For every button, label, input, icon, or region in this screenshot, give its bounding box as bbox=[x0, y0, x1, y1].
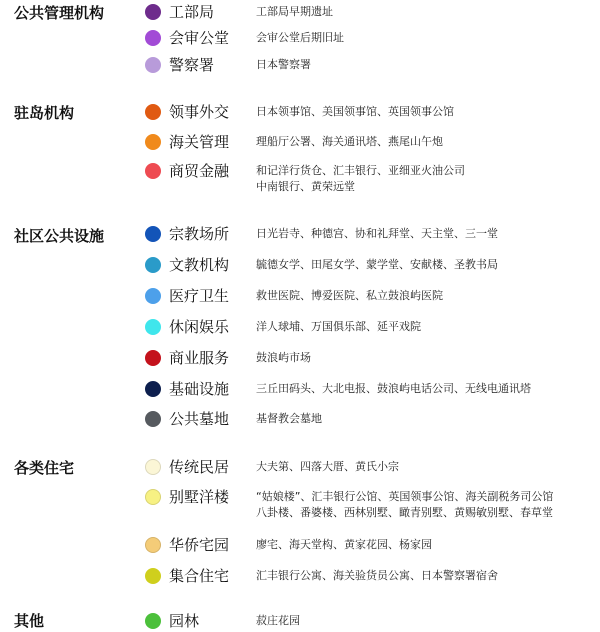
legend-item-name: 医疗卫生 bbox=[169, 287, 230, 305]
legend-item-name: 别墅洋楼 bbox=[169, 488, 230, 506]
description-line: 菽庄花园 bbox=[256, 614, 300, 627]
description-line: 三丘田码头、大北电报、鼓浪屿电话公司、无线电通讯塔 bbox=[256, 382, 531, 395]
legend-color-swatch bbox=[145, 163, 161, 179]
legend-item-description bbox=[256, 30, 344, 46]
description-line: 八卦楼、番婆楼、西林别墅、瞰青别墅、黄赐敏别墅、春草堂 bbox=[256, 506, 553, 519]
description-line: 毓德女学、田尾女学、蒙学堂、安献楼、圣教书局 bbox=[256, 258, 498, 271]
description-line: 大夫第、四落大厝、黄氏小宗 bbox=[256, 460, 399, 473]
description-line: 日本警察署 bbox=[256, 58, 311, 71]
legend-item-description bbox=[256, 381, 531, 397]
group-title: 各类住宅 bbox=[14, 459, 75, 477]
legend-item-description bbox=[256, 411, 322, 427]
legend-color-swatch bbox=[145, 104, 161, 120]
group-title: 社区公共设施 bbox=[14, 227, 105, 245]
legend-color-swatch bbox=[145, 57, 161, 73]
description-line: 日光岩寺、种德宫、协和礼拜堂、天主堂、三一堂 bbox=[256, 227, 498, 240]
legend-item-name: 休闲娱乐 bbox=[169, 318, 230, 336]
legend-color-swatch bbox=[145, 537, 161, 553]
description-line: “姑娘楼”、汇丰银行公馆、英国领事公馆、海关副税务司公馆 bbox=[256, 490, 554, 503]
description-line: 中南银行、黄荣远堂 bbox=[256, 180, 355, 193]
legend-item-description bbox=[256, 104, 454, 120]
legend-item-description bbox=[256, 4, 333, 20]
legend-item-name: 领事外交 bbox=[169, 103, 230, 121]
legend-item-name: 集合住宅 bbox=[169, 567, 230, 585]
legend-item-name: 文教机构 bbox=[169, 256, 230, 274]
legend-item-description bbox=[256, 537, 432, 553]
legend-item-name: 商业服务 bbox=[169, 349, 230, 367]
legend-item-name: 宗教场所 bbox=[169, 225, 230, 243]
legend-color-swatch bbox=[145, 568, 161, 584]
description-line: 工部局早期遗址 bbox=[256, 5, 333, 18]
legend-item-description bbox=[256, 459, 399, 475]
legend-item-description bbox=[256, 568, 498, 584]
description-line: 基督教会墓地 bbox=[256, 412, 322, 425]
description-line: 廖宅、海天堂构、黄家花园、杨家园 bbox=[256, 538, 432, 551]
legend-item-description bbox=[256, 134, 443, 150]
legend-item-name: 华侨宅园 bbox=[169, 536, 230, 554]
description-line: 鼓浪屿市场 bbox=[256, 351, 311, 364]
legend-item-description bbox=[256, 489, 553, 521]
legend-item-name: 商贸金融 bbox=[169, 162, 230, 180]
description-line: 救世医院、博爱医院、私立鼓浪屿医院 bbox=[256, 289, 443, 302]
description-line: 理船厅公署、海关通讯塔、燕尾山午炮 bbox=[256, 135, 443, 148]
legend-color-swatch bbox=[145, 257, 161, 273]
legend-item-description bbox=[256, 613, 300, 629]
legend-item-description bbox=[256, 226, 498, 242]
legend-color-swatch bbox=[145, 30, 161, 46]
legend-color-swatch bbox=[145, 288, 161, 304]
legend-color-swatch bbox=[145, 411, 161, 427]
group-title: 其他 bbox=[14, 612, 45, 630]
legend-item-description bbox=[256, 288, 443, 304]
legend-item-description bbox=[256, 350, 311, 366]
legend-item-name: 公共墓地 bbox=[169, 410, 230, 428]
legend-color-swatch bbox=[145, 4, 161, 20]
legend-item-description bbox=[256, 163, 465, 195]
legend-item-name: 警察署 bbox=[169, 56, 215, 74]
legend-color-swatch bbox=[145, 459, 161, 475]
legend-item-name: 海关管理 bbox=[169, 133, 230, 151]
description-line: 会审公堂后期旧址 bbox=[256, 31, 344, 44]
legend-item-name: 基础设施 bbox=[169, 380, 230, 398]
legend-item-description bbox=[256, 319, 421, 335]
legend-color-swatch bbox=[145, 489, 161, 505]
legend-color-swatch bbox=[145, 226, 161, 242]
description-line: 洋人球埔、万国俱乐部、延平戏院 bbox=[256, 320, 421, 333]
group-title: 驻岛机构 bbox=[14, 104, 75, 122]
legend-item-name: 园林 bbox=[169, 612, 200, 630]
description-line: 和记洋行货仓、汇丰银行、亚细亚火油公司 bbox=[256, 164, 465, 177]
legend-color-swatch bbox=[145, 613, 161, 629]
legend-item-description bbox=[256, 257, 498, 273]
legend-item-description bbox=[256, 57, 311, 73]
legend-item-name: 会审公堂 bbox=[169, 29, 230, 47]
description-line: 汇丰银行公寓、海关验货员公寓、日本警察署宿舍 bbox=[256, 569, 498, 582]
legend-color-swatch bbox=[145, 350, 161, 366]
description-line: 日本领事馆、美国领事馆、英国领事公馆 bbox=[256, 105, 454, 118]
legend-color-swatch bbox=[145, 134, 161, 150]
legend-color-swatch bbox=[145, 319, 161, 335]
group-title: 公共管理机构 bbox=[14, 4, 105, 22]
legend-item-name: 工部局 bbox=[169, 3, 215, 21]
legend-color-swatch bbox=[145, 381, 161, 397]
legend-item-name: 传统民居 bbox=[169, 458, 230, 476]
